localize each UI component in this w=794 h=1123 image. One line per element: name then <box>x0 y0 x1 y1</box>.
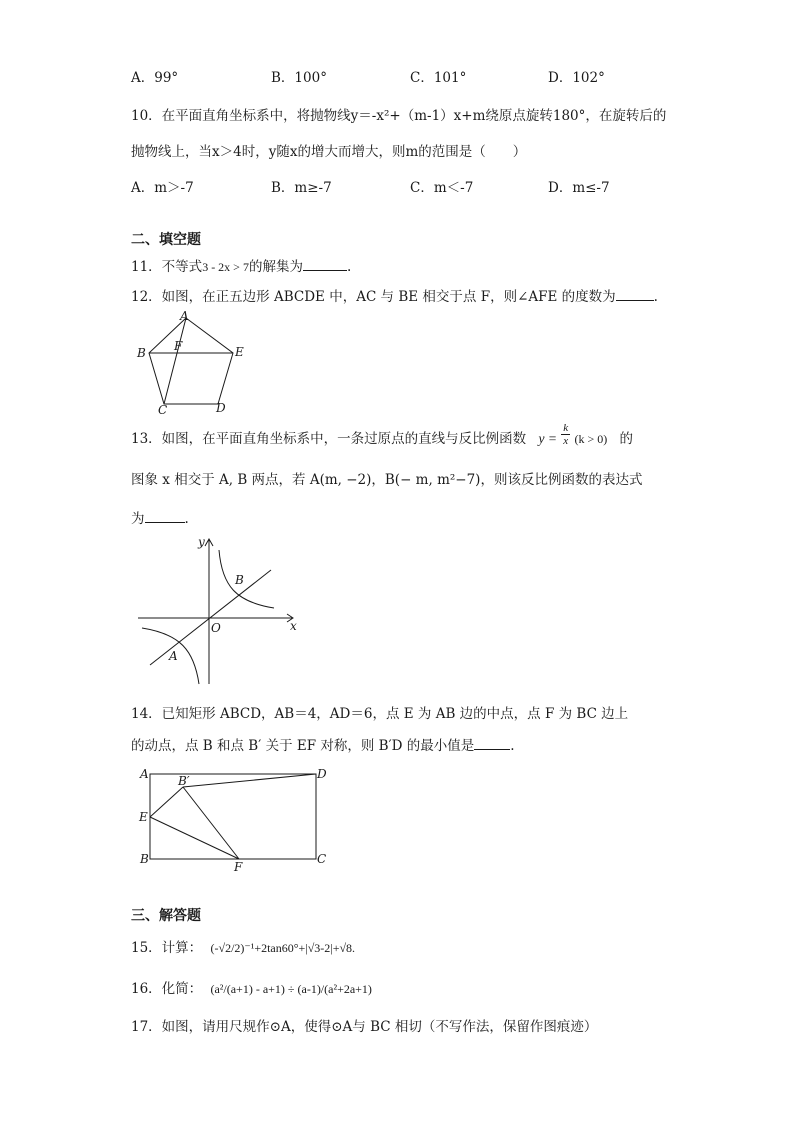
q10-line-2: 抛物线上，当x＞4时，y随x的增大而增大，则m的范围是（ ） <box>131 144 527 160</box>
label-a: A <box>140 767 149 781</box>
section-3-title: 三、解答题 <box>131 908 201 924</box>
q9-option-b: B．100° <box>271 70 327 86</box>
q12-end: . <box>653 289 658 305</box>
q11-prefix: 11．不等式 <box>131 259 203 275</box>
q13-line-3 <box>131 507 189 527</box>
label-b: B <box>235 573 244 587</box>
section-2-title: 二、填空题 <box>131 232 201 248</box>
rectangle-figure <box>138 765 338 875</box>
q13-prefix: 13．如图，在平面直角坐标系中，一条过原点的直线与反比例函数 <box>131 431 527 447</box>
q11 <box>131 255 351 275</box>
q10-option-c: C．m＜-7 <box>410 180 474 196</box>
q13-func-denominator: x <box>563 435 569 447</box>
q11-suffix: 的解集为 <box>248 259 303 275</box>
label-b: B <box>137 346 146 360</box>
label-c: C <box>158 403 168 417</box>
q13-line-1 <box>131 422 634 447</box>
q12-text <box>131 285 658 305</box>
rectangle-abcd <box>150 774 316 859</box>
q13-func-condition: (k > 0) <box>574 432 608 446</box>
q10-option-a: A．m＞-7 <box>131 180 194 196</box>
q13-func-y: y = <box>538 431 557 446</box>
q10-option-b: B．m≥-7 <box>271 180 332 196</box>
label-a: A <box>180 309 189 323</box>
q14-line-1: 14．已知矩形 ABCD，AB＝4，AD＝6，点 E 为 AB 边的中点，点 F 为 BC 边上 <box>131 706 629 722</box>
q11-inequality: 3 - 2x > 7 <box>202 260 249 274</box>
label-d: D <box>317 767 327 781</box>
q11-answer-blank[interactable] <box>303 270 347 271</box>
label-b-prime: B′ <box>178 774 190 788</box>
q11-end: . <box>346 259 352 275</box>
pentagon-figure <box>130 308 250 418</box>
q15 <box>131 936 355 956</box>
label-f: F <box>174 339 183 353</box>
segment-eb-prime <box>150 787 183 817</box>
label-e: E <box>139 810 148 824</box>
q13-func-fraction <box>561 422 570 447</box>
segment-b-prime-f <box>183 787 239 859</box>
q16-expression: (a²/(a+1) - a+1) ÷ (a-1)/(a²+2a+1) <box>210 982 372 996</box>
coordinate-figure <box>132 534 307 689</box>
label-b: B <box>140 852 149 866</box>
q9-option-a: A．99° <box>131 70 179 86</box>
q15-prefix: 15．计算： <box>131 940 203 956</box>
segment-ef <box>150 817 239 859</box>
label-x: x <box>290 619 297 633</box>
q9-option-d: D．102° <box>548 70 605 86</box>
q13-end: . <box>184 511 189 527</box>
q14-end: . <box>510 738 515 754</box>
q12-answer-blank[interactable] <box>616 300 654 301</box>
q15-expression: (-√2/2)⁻¹+2tan60°+|√3-2|+√8. <box>210 941 356 955</box>
q12-question: 12．如图，在正五边形 ABCDE 中，AC 与 BE 相交于点 F，则∠AFE 的度数为 <box>131 289 616 305</box>
q9-option-c: C．101° <box>410 70 467 86</box>
q10-option-d: D．m≤-7 <box>548 180 610 196</box>
label-a: A <box>169 649 178 663</box>
hyperbola-branch-first-quadrant <box>219 550 274 608</box>
label-c: C <box>317 852 327 866</box>
q10-line-1: 10．在平面直角坐标系中，将抛物线y＝-x²+（m-1）x+m绕原点旋转180°，在旋转后的 <box>131 108 667 124</box>
q14-line-2 <box>131 734 515 754</box>
pentagon-abcde <box>149 318 233 404</box>
label-d: D <box>216 401 226 415</box>
q17-text: 17．如图，请用尺规作⊙A，使得⊙A与 BC 相切（不写作法，保留作图痕迹） <box>131 1019 598 1035</box>
label-f: F <box>234 860 243 874</box>
q16-prefix: 16．化简： <box>131 981 203 997</box>
label-e: E <box>235 345 244 359</box>
q13-line3-prefix: 为 <box>131 511 145 527</box>
q13-func-numerator: k <box>563 422 569 434</box>
q14-line2-prefix: 的动点，点 B 和点 B′ 关于 EF 对称，则 B′D 的最小值是 <box>131 738 475 754</box>
label-y: y <box>198 535 205 549</box>
label-o: O <box>211 621 221 635</box>
segment-ac <box>164 318 186 404</box>
q13-line-2: 图象 x 相交于 A, B 两点，若 A(m, −2)，B(− m, m²−7)，则该反比例函数的表达式 <box>131 472 643 488</box>
q13-suffix: 的 <box>619 431 634 447</box>
q13-answer-blank[interactable] <box>145 522 185 523</box>
q16 <box>131 977 372 997</box>
q14-answer-blank[interactable] <box>474 749 510 750</box>
segment-b-prime-d <box>183 774 316 787</box>
